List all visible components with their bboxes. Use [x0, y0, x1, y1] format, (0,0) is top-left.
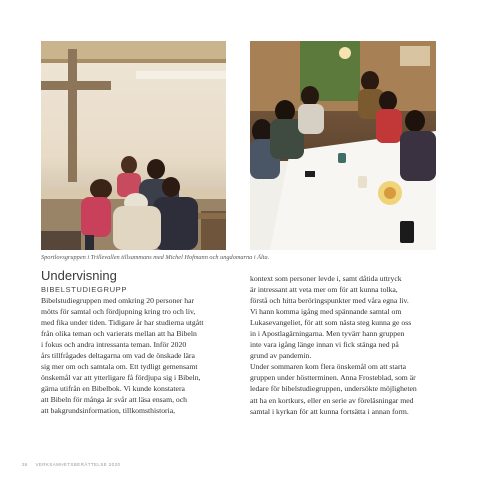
text-line: är intressant att veta mer om för att kunna tolka, — [250, 285, 398, 295]
text-line: inte vara igång länge innan vi fick stänga ned på — [250, 340, 399, 350]
text-line: sig mer om och samtala om. Ett tydligt gemensamt — [41, 362, 198, 372]
text-line: samtal i kyrkan för att kunna fortsätta i annan form. — [250, 406, 409, 416]
photo-left-illustration — [41, 41, 226, 250]
page-footer — [22, 462, 126, 467]
cross-icon — [68, 49, 77, 182]
text-line: med fika under tiden. Tidigare år har studierna utgått — [41, 318, 204, 328]
text-line: års tillfrågades deltagarna om vad de önskade lära — [41, 351, 195, 361]
section-heading: Undervisning — [41, 268, 117, 283]
text-line: förstå och hitta beröringspunkter med våra egna liv. — [250, 296, 409, 306]
text-line: grund av pandemin. — [250, 351, 312, 361]
text-line: Under sommaren kom flera önskemål om att starta — [250, 362, 407, 372]
article-column-left — [41, 295, 203, 417]
text-line: mötts för samtal och fördjupning kring tro och liv, — [41, 307, 196, 317]
photo-right-illustration — [250, 41, 436, 250]
text-line: kontext som personer levde i, samt dåtida uttryck — [250, 274, 402, 283]
text-line: ledare för bibelstudiegruppen, undersökte möjligheten — [250, 384, 417, 394]
photo-caption: Sportlovsgruppen i Trillevallen tillsammans med Michel Hofmann och ungdomarna i Älta. — [41, 254, 270, 261]
text-line: Lukasevangeliet, för att som nästa steg kunna ge oss — [250, 318, 412, 328]
photo-ungdomarna — [250, 41, 436, 250]
text-line: från olika teman och varierats mellan att ha Bibeln — [41, 329, 197, 339]
report-title: VERKSAMHETSBERÄTTELSE 2020 — [35, 462, 121, 467]
text-line: Vi hann komma igång med spännande samtal om — [250, 307, 402, 317]
text-line: gruppen under höstterminen. Anna Frosteblad, som är — [250, 373, 416, 383]
text-line: att bakgrundsinformation, tillkomsthistoria, — [41, 406, 176, 416]
text-line: gärna utifrån en Bibelbok. Vi kunde konstatera — [41, 384, 185, 394]
text-line: önskemål var att ytterligare få fördjupa sig i Bibeln, — [41, 373, 201, 383]
text-line: i fokus och andra intressanta teman. Inför 2020 — [41, 340, 187, 350]
section-subheading: BIBELSTUDIEGRUPP — [41, 285, 127, 294]
text-line: att ha en kortkurs, eller en serie av föreläsningar med — [250, 395, 414, 405]
article-column-right — [250, 273, 417, 417]
text-line: Bibelstudiegruppen med omkring 20 personer har — [41, 296, 195, 305]
text-line: in i Apostlagärningarna. Men tyvärr hann gruppen — [250, 329, 405, 339]
photo-sportlovsgruppen — [41, 41, 226, 250]
text-line: att Bibeln för många är svår att läsa ensam, och — [41, 395, 188, 405]
page-number: 36 — [22, 462, 28, 467]
